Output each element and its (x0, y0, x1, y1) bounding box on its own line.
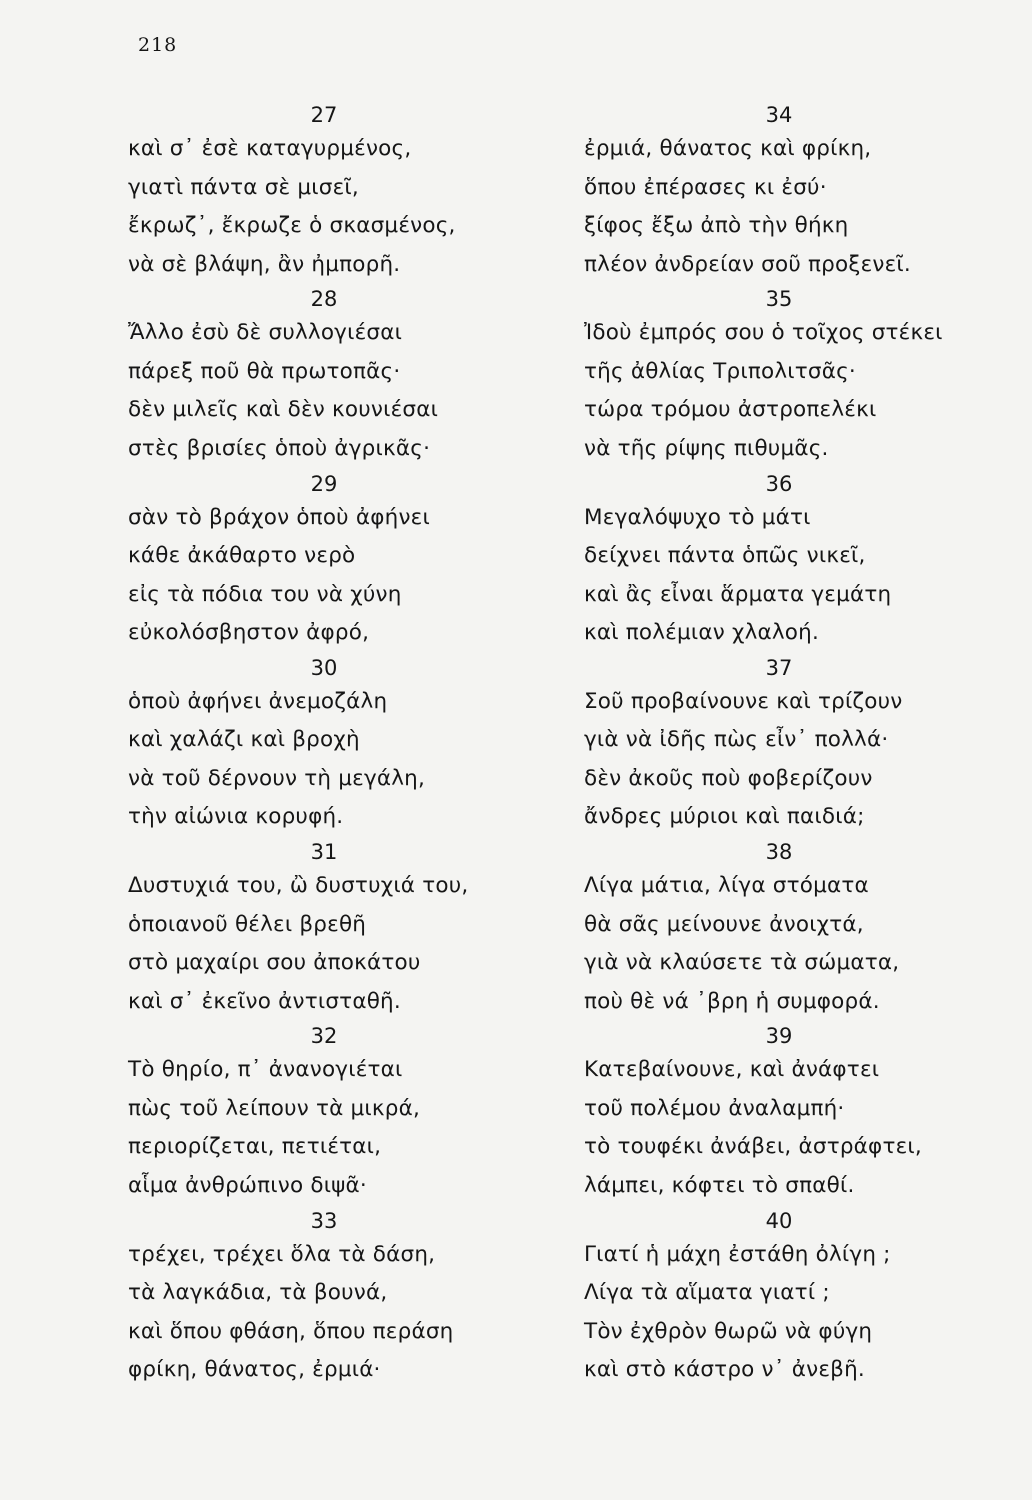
verse-line: Μεγαλόψυχο τὸ μάτι (584, 504, 811, 530)
stanza (584, 1021, 1004, 1205)
stanza (128, 284, 528, 468)
verse-line: τὴν αἰώνια κορυφή. (128, 804, 344, 830)
verse-line: φρίκη, θάνατος, ἐρμιά· (128, 1357, 381, 1383)
verse-line: ἔκρωζ᾿, ἔκρωζε ὁ σκασμένος, (128, 213, 456, 238)
stanza (584, 469, 1004, 653)
stanza-number: 37 (765, 655, 793, 680)
stanza-number: 34 (765, 103, 793, 127)
stanza-number: 40 (765, 1208, 793, 1233)
verse-line: Τὸ θηρίο, π᾿ ἀνανογιέται (128, 1057, 403, 1083)
verse-line: νὰ τῆς ρίψης πιθυμᾶς. (584, 435, 829, 461)
stanza-number: 36 (765, 471, 793, 496)
verse-line: ὁποιανοῦ θέλει βρεθῆ (128, 911, 367, 937)
stanza (128, 653, 528, 837)
verse-line: εὐκολόσβηστον ἀφρό, (128, 620, 370, 646)
stanza-number: 31 (310, 840, 338, 865)
verse-line: τρέχει, τρέχει ὅλα τὰ δάση, (128, 1241, 436, 1267)
verse-line: Δυστυχιά του, ὢ δυστυχιά του, (128, 873, 469, 899)
stanza (128, 469, 528, 653)
stanza (584, 1206, 1004, 1390)
verse-line: τὸ τουφέκι ἀνάβει, ἀστράφτει, (584, 1134, 922, 1160)
stanza (584, 284, 1004, 468)
stanza-number: 27 (310, 103, 338, 127)
verse-line: σὰν τὸ βράχον ὁποὺ ἀφήνει (128, 504, 430, 530)
verse-line: λάμπει, κόφτει τὸ σπαθί. (584, 1172, 855, 1198)
verse-line: εἰς τὰ πόδια του νὰ χύνη (128, 581, 402, 607)
verse-line: καὶ ὅπου φθάση, ὅπου περάση (128, 1318, 454, 1344)
stanza (128, 1021, 528, 1205)
verse-line: δὲν ἀκοῦς ποὺ φοβερίζουν (584, 765, 873, 791)
verse-line: καὶ σ᾿ ἐκεῖνο ἀντισταθῆ. (128, 988, 401, 1014)
verse-line: καὶ σ᾿ ἐσὲ καταγυρμένος, (128, 136, 412, 161)
stanza (128, 837, 528, 1021)
verse-line: καὶ στὸ κάστρο ν᾿ ἀνεβῆ. (584, 1357, 865, 1383)
verse-line: νὰ τοῦ δέρνουν τὴ μεγάλη, (128, 765, 426, 791)
verse-line: πλέον ἀνδρείαν σοῦ προξενεῖ. (584, 251, 911, 277)
verse-line: τοῦ πολέμου ἀναλαμπή· (584, 1095, 845, 1121)
verse-line: τὰ λαγκάδια, τὰ βουνά, (128, 1280, 388, 1306)
verse-line: θὰ σᾶς μείνουνε ἀνοιχτά, (584, 911, 864, 937)
verse-line: καὶ πολέμιαν χλαλοή. (584, 620, 820, 646)
verse-line: ὅπου ἐπέρασες κι ἐσύ· (584, 174, 827, 200)
stanza-number: 29 (310, 471, 338, 496)
verse-line: πάρεξ ποῦ θὰ πρωτοπᾶς· (128, 358, 401, 384)
stanza-number: 32 (310, 1024, 338, 1049)
left-column (128, 100, 528, 1390)
stanza (584, 837, 1004, 1021)
verse-line: Γιατί ἡ μάχη ἐστάθη ὀλίγη ; (584, 1241, 891, 1267)
verse-line: Τὸν ἐχθρὸν θωρῶ νὰ φύγη (584, 1318, 873, 1344)
stanza (584, 653, 1004, 837)
verse-line: Λίγα τὰ αἵματα γιατί ; (584, 1280, 830, 1306)
verse-line: Ἰδοὺ ἐμπρός σου ὁ τοῖχος στέκει (584, 320, 943, 346)
verse-line: καὶ ἂς εἶναι ἅρματα γεμάτη (584, 581, 892, 607)
stanza-number: 33 (310, 1208, 338, 1233)
verse-line: τώρα τρόμου ἀστροπελέκι (584, 397, 877, 423)
stanza-number: 35 (765, 287, 793, 312)
stanza-number: 38 (765, 840, 793, 865)
verse-line: δὲν μιλεῖς καὶ δὲν κουνιέσαι (128, 397, 439, 423)
verse-line: γιὰ νὰ ἰδῆς πὼς εἶν᾿ πολλά· (584, 727, 889, 753)
verse-line: περιορίζεται, πετιέται, (128, 1134, 382, 1160)
verse-line: στὲς βρισίες ὁποὺ ἀγρικᾶς· (128, 435, 431, 461)
verse-line: Κατεβαίνουνε, καὶ ἀνάφτει (584, 1057, 880, 1083)
verse-line: ὁποὺ ἀφήνει ἀνεμοζάλη (128, 688, 388, 714)
stanza (128, 1206, 528, 1390)
verse-line: κάθε ἀκάθαρτο νερὸ (128, 543, 356, 569)
verse-line: Σοῦ προβαίνουνε καὶ τρίζουν (584, 688, 903, 714)
verse-line: Λίγα μάτια, λίγα στόματα (584, 873, 869, 899)
verse-line: στὸ μαχαίρι σου ἀποκάτου (128, 950, 421, 976)
verse-line: ξίφος ἔξω ἀπὸ τὴν θήκη (584, 213, 849, 238)
verse-line: ἐρμιά, θάνατος καὶ φρίκη, (584, 136, 872, 161)
verse-line: δείχνει πάντα ὁπῶς νικεῖ, (584, 543, 866, 569)
stanza (128, 100, 528, 284)
right-column (584, 100, 1004, 1390)
verse-line: ποὺ θὲ νά ᾿βρη ἡ συμφορά. (584, 988, 880, 1014)
stanza-number: 39 (765, 1024, 793, 1049)
verse-line: ἄνδρες μύριοι καὶ παιδιά; (584, 804, 865, 830)
verse-line: γιατὶ πάντα σὲ μισεῖ, (128, 174, 359, 200)
verse-line: αἷμα ἀνθρώπινο διψᾶ· (128, 1172, 367, 1198)
verse-line: γιὰ νὰ κλαύσετε τὰ σώματα, (584, 950, 900, 976)
verse-line: τῆς ἀθλίας Τριπολιτσᾶς· (584, 358, 856, 384)
stanza (584, 100, 1004, 284)
verse-line: καὶ χαλάζι καὶ βροχὴ (128, 727, 360, 753)
stanza-number: 30 (310, 655, 338, 680)
verse-line: Ἄλλο ἐσὺ δὲ συλλογιέσαι (128, 320, 403, 346)
verse-line: πὼς τοῦ λείπουν τὰ μικρά, (128, 1095, 421, 1121)
verse-line: νὰ σὲ βλάψη, ἂν ἠμπορῆ. (128, 251, 401, 277)
page-number: 218 (138, 34, 178, 56)
stanza-number: 28 (310, 287, 338, 312)
